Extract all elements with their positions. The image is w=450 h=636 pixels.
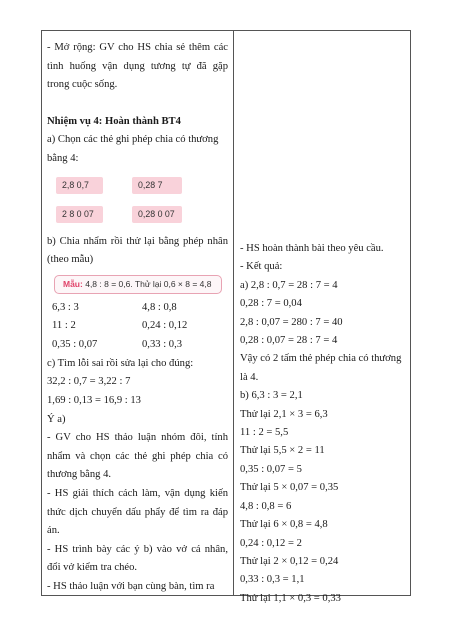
division-card: 2,8 0,7 xyxy=(56,177,103,194)
answer-line: a) 2,8 : 0,7 = 28 : 7 = 4 xyxy=(240,279,338,291)
part-a-instruction: a) Chọn các thẻ ghi phép chia có thương bằng 4: xyxy=(47,134,219,164)
task-title: Nhiệm vụ 4: Hoàn thành BT4 xyxy=(47,115,181,127)
answer-line: Thử lại 1,1 × 0,3 = 0,33 xyxy=(240,592,341,604)
exercise-item: 11 : 2 xyxy=(52,320,76,332)
answer-line: 2,8 : 0,07 = 280 : 7 = 40 xyxy=(240,316,343,328)
student-activity-column xyxy=(240,240,408,608)
answer-line: Thử lại 6 × 0,8 = 4,8 xyxy=(240,519,328,531)
answer-line: Vậy có 2 tấm thẻ phép chia có thương là 4. xyxy=(240,353,402,383)
answer-line: Thử lại 5,5 × 2 = 11 xyxy=(240,445,325,457)
note-part-a: Ý a) xyxy=(47,413,66,425)
division-cards xyxy=(47,172,228,230)
activity-paragraph: - HS trình bày các ý b) vào vở cá nhân, đổi vở kiểm tra chéo. xyxy=(47,543,228,574)
answer-line: b) 6,3 : 3 = 2,1 xyxy=(240,390,303,402)
answer-line: 0,28 : 7 = 0,04 xyxy=(240,298,302,310)
exercise-item: 6,3 : 3 xyxy=(52,301,79,313)
division-card: 0,28 7 xyxy=(132,177,182,194)
answer-line: 11 : 2 = 5,5 xyxy=(240,427,289,439)
teacher-activity-column xyxy=(47,39,228,596)
division-card: 2 8 0 07 xyxy=(56,206,103,223)
answer-line: Thử lại 5 × 0,07 = 0,35 xyxy=(240,482,339,494)
answer-line: 4,8 : 0,8 = 6 xyxy=(240,500,292,512)
answer-line: 0,33 : 0,3 = 1,1 xyxy=(240,574,305,586)
answer-line: 0,35 : 0,07 = 5 xyxy=(240,463,302,475)
sample-label: Mẫu: xyxy=(63,278,83,289)
answer-line: Thử lại 2,1 × 3 = 6,3 xyxy=(240,408,328,420)
exercise-item: 0,33 : 0,3 xyxy=(142,338,183,350)
sample-box xyxy=(54,275,222,294)
activity-paragraph: - HS giải thích cách làm, vận dụng kiến thức dịch chuyển dấu phẩy để tìm ra đáp án. xyxy=(47,487,228,537)
exercise-item: 0,35 : 0,07 xyxy=(52,338,98,350)
lesson-table xyxy=(41,30,411,604)
column-divider xyxy=(233,31,234,595)
part-b-instruction: b) Chia nhẩm rồi thử lại bằng phép nhân (theo mẫu) xyxy=(47,235,228,266)
answer-line: 0,28 : 0,07 = 28 : 7 = 4 xyxy=(240,335,338,347)
wrong-equation: 1,69 : 0,13 = 16,9 : 13 xyxy=(47,394,141,406)
activity-paragraph: - GV cho HS thảo luận nhóm đôi, tính nhẩm và chọn các thẻ ghi phép chia có thương bằng 4. xyxy=(47,432,228,481)
answer-line: - HS hoàn thành bài theo yêu cầu. xyxy=(240,243,384,254)
division-card: 0,28 0 07 xyxy=(132,206,182,223)
activity-paragraph: - HS thảo luận với bạn cùng bàn, tìm ra xyxy=(47,580,215,592)
exercise-item: 0,24 : 0,12 xyxy=(142,320,188,332)
exercise-grid xyxy=(47,299,228,355)
sample-text: 4,8 : 8 = 0,6. Thử lại 0,6 × 8 = 4,8 xyxy=(85,278,212,289)
answer-line: Thử lại 2 × 0,12 = 0,24 xyxy=(240,555,339,567)
exercise-item: 4,8 : 0,8 xyxy=(142,301,177,313)
part-c-instruction: c) Tìm lỗi sai rồi sửa lại cho đúng: xyxy=(47,357,194,369)
answer-line: 0,24 : 0,12 = 2 xyxy=(240,537,302,549)
wrong-equation: 32,2 : 0,7 = 3,22 : 7 xyxy=(47,376,131,388)
intro-paragraph: - Mở rộng: GV cho HS chia sẻ thêm các tình huống vận dụng tương tự đã gặp trong cuộc sống. xyxy=(47,42,228,91)
answer-line: - Kết quả: xyxy=(240,261,283,273)
